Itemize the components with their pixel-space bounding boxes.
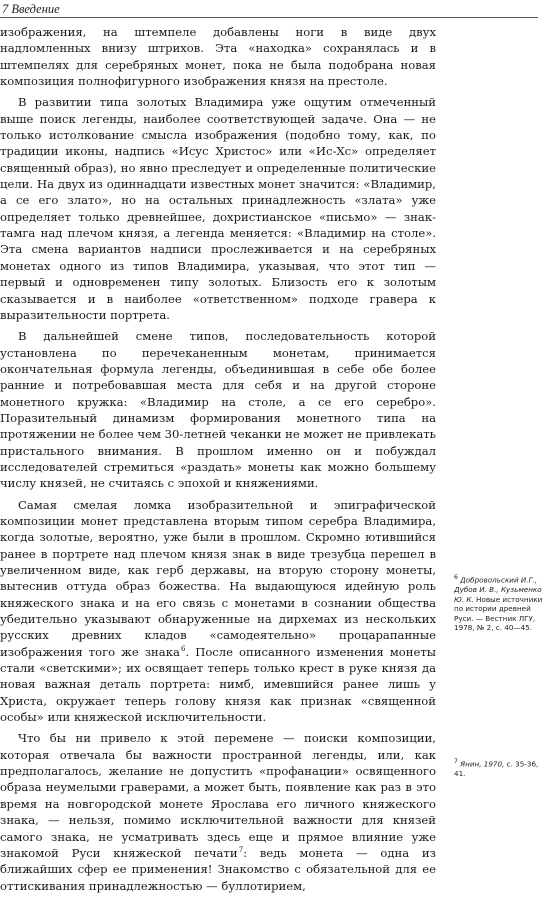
footnote-ref-6[interactable]: 6: [181, 644, 186, 653]
paragraph-5-text: Что бы ни привело к этой перемене — поиски композиции, которая отвечала бы важности пространной легенды, или, как предполагалось, желание не допустить «профанации» освященного образа неумелыми граверами, а может быть, появление как раз в это время на новгородской монете Ярослава его личного княжеского знака, — нельзя, помимо исключительной важности для князей самого знака, не усматривать здесь еще и прямое влияние уже знакомой Руси княжеской печати: [0, 731, 436, 860]
note-7-text: с. 35-36, 41.: [454, 759, 539, 778]
note-6-author: Добровольский И.Г., Дубов И. В., Кузьменко Ю. К.: [454, 575, 542, 604]
paragraph-4-text-cont: . После описанного изменения монеты стали «светскими»; их освящает теперь только крест в руке князя да новая важная деталь портрета: нимб, имевшийся ранее лишь у Христа, окружает теперь голову князя как признак «священной особы» или княжеской исключительности.: [0, 644, 436, 725]
running-head: 7 Введение: [2, 2, 60, 16]
paragraph-5: [0, 730, 436, 893]
paragraph-1: изображения, на штемпеле добавлены ноги в виде двух надломленных внизу штрихов. Эта «находка» сохранялась и в штемпелях для серебряных монет, пока не была подобрана новая композиция полнофигурного изображения князя на престоле.: [0, 25, 436, 89]
note-7-number: 7: [454, 758, 458, 765]
margin-note-7: [454, 757, 550, 779]
paragraph-2: В развитии типа золотых Владимира уже ощутим отмеченный выше поиск легенды, наиболее соответствующей задаче. Она — не только истолкование смысла изображения (подобно тому, как, по традиции иконы, надпись «Исус Христос» или «Ис-Хс» определяет священный образ), но явно преследует и определенные политические цели. На двух из одиннадцати известных монет значится: «Владимир, а се его злато», но на остальных принадлежность «злата» уже определяет только древнейшее, дохристианское «письмо» — знак-тамга над плечом князя, а легенда меняется: «Владимир на столе». Эта смена вариантов надписи прослеживается и на серебряных монетах одного из типов Владимира, указывая, что этот тип — первый и одновременен типу золотых. Близость его к золотым сказывается и в наиболее «ответственном» подходе гравера к выразительности портрета.: [0, 95, 436, 322]
note-6-number: 6: [454, 574, 458, 581]
margin-note-6: [454, 573, 550, 633]
paragraph-4-text: Самая смелая ломка изобразительной и эпиграфической композиции монет представлена вторым типом серебра Владимира, когда золотые, вероятно, уже были в прошлом. Скромно ютившийся ранее в портрете над плечом князя знак в виде трезубца перешел в увеличенном виде, как герб державы, на вторую сторону монеты, вытеснив оттуда образ божества. На выдающуюся идейную роль княжеского знака и на его связь с монетами в сознании общества убедительно указывают обнаруженные на дирхемах из нескольких русских древних кладов «самодеятельно» процарапанные изображения того же знака: [0, 497, 436, 659]
paragraph-3: В дальнейшей смене типов, последовательность которой установлена по перечеканенным монетам, принимается окончательная формула легенды, объединившая в себе обе более ранние и потребовавшая места для себя и на другой стороне монетного кружка: «Владимир на столе, а се его серебро». Поразительный динамизм формирования монетного типа на протяжении не более чем 30-летней чеканки не может не привлекать пристального внимания. В прошлом именно он и побуждал исследователей стремиться «раздать» монеты как можно большему числу князей, не считаясь с эпохой и княжениями.: [0, 329, 436, 491]
note-7-author: Янин, 1970,: [460, 759, 505, 769]
paragraph-4: [0, 497, 436, 726]
main-text-column: [0, 24, 436, 899]
footnote-ref-7[interactable]: 7: [238, 845, 244, 854]
header-rule: [0, 17, 538, 18]
note-6-text: Новые источники по истории древней Руси. — Вестник ЛГУ, 1978, № 2, с. 40—45.: [454, 594, 543, 633]
paragraph-5-text-cont: : ведь монета — одна из ближайших сфер ее применения! Знакомство с обязательной для ее оттискивания принадлежностью — буллотирием,: [0, 845, 436, 893]
